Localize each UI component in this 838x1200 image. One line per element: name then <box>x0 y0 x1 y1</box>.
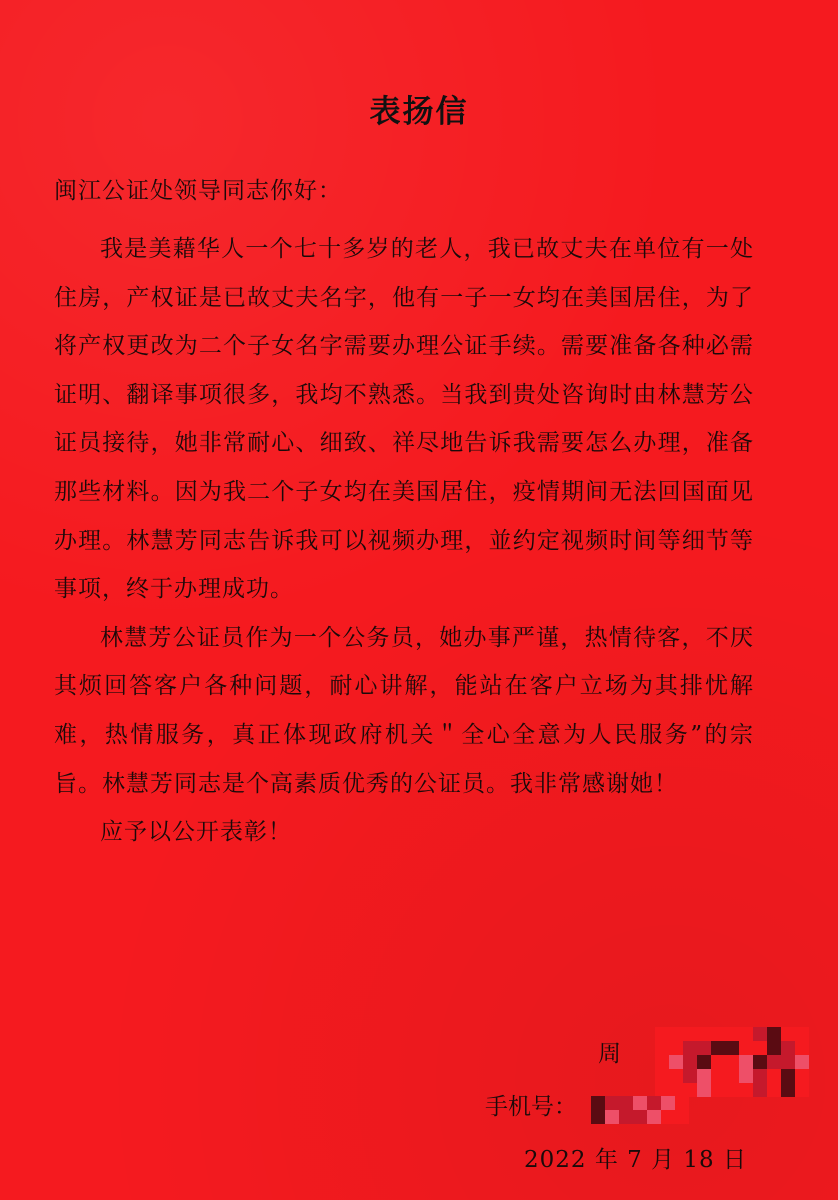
mosaic-cell <box>669 1041 683 1055</box>
mosaic-cell <box>683 1041 697 1055</box>
signature-name: 周 <box>598 1041 621 1067</box>
mosaic-cell <box>725 1069 739 1083</box>
mosaic-cell <box>605 1096 619 1110</box>
mosaic-cell <box>619 1096 633 1110</box>
mosaic-cell <box>675 1096 689 1110</box>
mosaic-cell <box>753 1069 767 1083</box>
mosaic-cell <box>767 1069 781 1083</box>
paragraph-2: 林慧芳公证员作为一个公务员，她办事严谨，热情待客，不厌其烦回答客户各种问题，耐心讲解，能站在客户立场为其排忧解难，热情服务，真正体现政府机关＂全心全意为人民服务”的宗旨。林慧芳同志是个高素质优秀的公证员。我非常感谢她！ <box>54 624 754 797</box>
mosaic-cell <box>683 1069 697 1083</box>
mosaic-cell <box>725 1027 739 1041</box>
mosaic-cell <box>739 1069 753 1083</box>
mosaic-cell <box>753 1083 767 1097</box>
mosaic-cell <box>697 1083 711 1097</box>
mosaic-cell <box>753 1027 767 1041</box>
mosaic-cell <box>655 1069 669 1083</box>
mosaic-cell <box>725 1055 739 1069</box>
mosaic-cell <box>795 1027 809 1041</box>
mosaic-cell <box>781 1027 795 1041</box>
mosaic-cell <box>767 1055 781 1069</box>
mosaic-cell <box>781 1069 795 1083</box>
mosaic-cell <box>711 1041 725 1055</box>
mosaic-cell <box>655 1055 669 1069</box>
mosaic-cell <box>711 1027 725 1041</box>
mosaic-cell <box>647 1096 661 1110</box>
mosaic-cell <box>683 1055 697 1069</box>
mosaic-cell <box>739 1041 753 1055</box>
mosaic-cell <box>795 1055 809 1069</box>
mosaic-cell <box>697 1027 711 1041</box>
letter-body <box>54 225 754 857</box>
mosaic-cell <box>675 1110 689 1124</box>
mosaic-cell <box>725 1041 739 1055</box>
mosaic-cell <box>711 1083 725 1097</box>
mosaic-cell <box>619 1110 633 1124</box>
paragraph-1: 我是美藉华人一个七十多岁的老人，我已故丈夫在单位有一处住房，产权证是已故丈夫名字，他有一子一女均在美国居住，为了将产权更改为二个子女名字需要办理公证手续。需要准备各种必需证明、翻译事项很多，我均不熟悉。当我到贵处咨询时由林慧芳公证员接待，她非常耐心、细致、祥尽地告诉我需要怎么办理，准备那些材料。因为我二个子女均在美国居住，疫情期间无法回国面见办理。林慧芳同志告诉我可以视频办理，並约定视频时间等细节等事项，终于办理成功。 <box>54 236 754 603</box>
mosaic-cell <box>725 1083 739 1097</box>
mosaic-cell <box>767 1027 781 1041</box>
mosaic-cell <box>753 1041 767 1055</box>
phone-label: 手机号： <box>485 1094 577 1120</box>
mosaic-cell <box>697 1055 711 1069</box>
mosaic-cell <box>697 1069 711 1083</box>
mosaic-cell <box>767 1041 781 1055</box>
mosaic-cell <box>739 1027 753 1041</box>
mosaic-cell <box>655 1041 669 1055</box>
mosaic-cell <box>655 1027 669 1041</box>
mosaic-cell <box>669 1055 683 1069</box>
mosaic-cell <box>605 1110 619 1124</box>
mosaic-cell <box>697 1041 711 1055</box>
mosaic-cell <box>591 1110 605 1124</box>
mosaic-cell <box>711 1055 725 1069</box>
mosaic-cell <box>661 1096 675 1110</box>
mosaic-cell <box>739 1055 753 1069</box>
mosaic-cell <box>661 1110 675 1124</box>
mosaic-cell <box>739 1083 753 1097</box>
phone-mosaic <box>591 1096 689 1124</box>
mosaic-cell <box>669 1083 683 1097</box>
mosaic-cell <box>795 1083 809 1097</box>
mosaic-cell <box>683 1083 697 1097</box>
letter-title: 表扬信 <box>369 94 469 130</box>
letter-date: 2022 年 7 月 18 日 <box>524 1147 747 1173</box>
paragraph-3: 应予以公开表彰！ <box>100 819 292 846</box>
mosaic-cell <box>795 1069 809 1083</box>
mosaic-cell <box>633 1096 647 1110</box>
mosaic-cell <box>669 1069 683 1083</box>
mosaic-cell <box>781 1055 795 1069</box>
letter-greeting: 闽江公证处领导同志你好： <box>54 178 342 204</box>
mosaic-cell <box>753 1055 767 1069</box>
mosaic-cell <box>781 1041 795 1055</box>
mosaic-cell <box>647 1110 661 1124</box>
signature-mosaic <box>655 1027 809 1097</box>
mosaic-cell <box>711 1069 725 1083</box>
mosaic-cell <box>669 1027 683 1041</box>
mosaic-cell <box>683 1027 697 1041</box>
mosaic-cell <box>795 1041 809 1055</box>
mosaic-cell <box>655 1083 669 1097</box>
mosaic-cell <box>591 1096 605 1110</box>
mosaic-cell <box>767 1083 781 1097</box>
mosaic-cell <box>633 1110 647 1124</box>
mosaic-cell <box>781 1083 795 1097</box>
